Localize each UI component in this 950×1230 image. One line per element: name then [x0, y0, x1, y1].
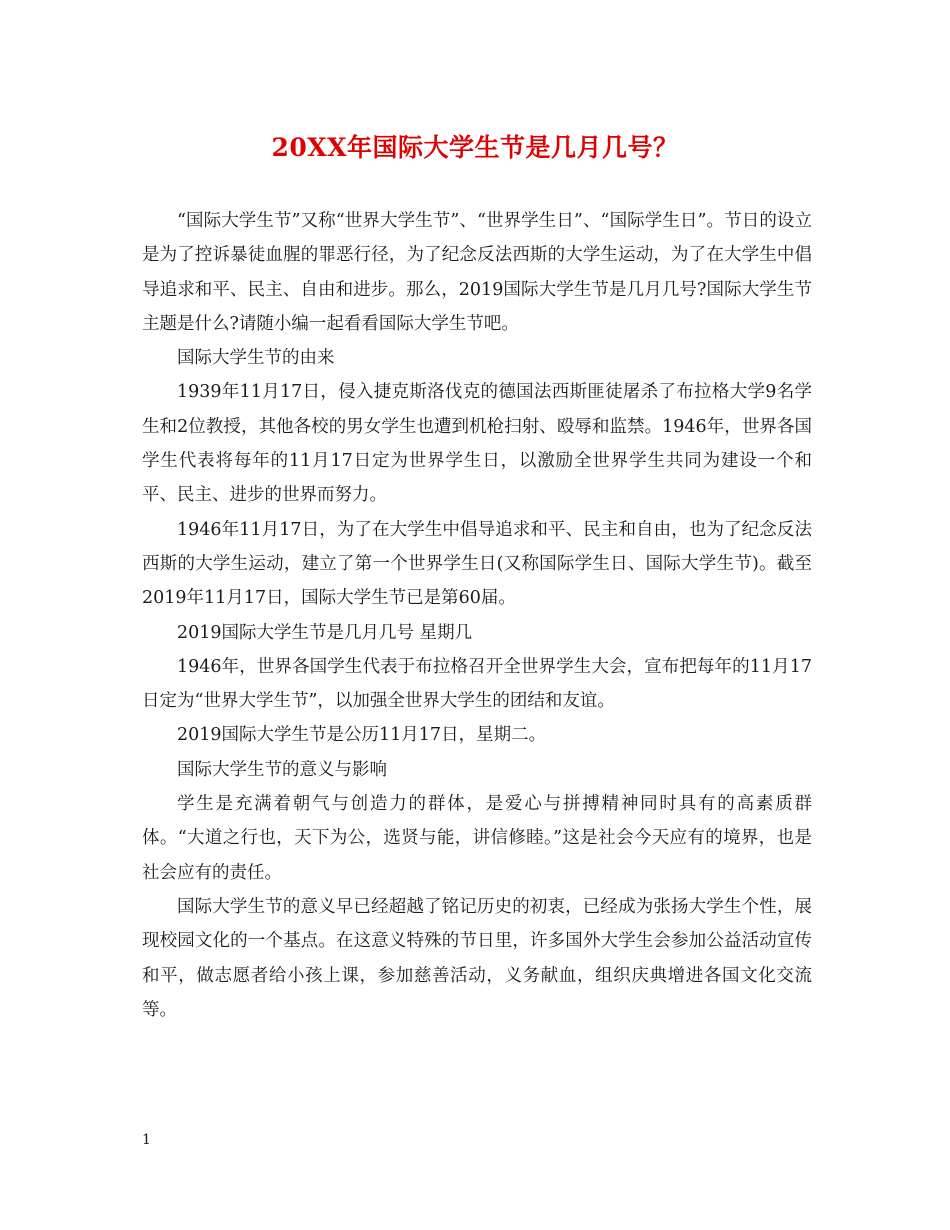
document-title: 20XX年国际大学生节是几月几号？	[271, 133, 679, 162]
section-heading-origin: 国际大学生节的由来	[177, 348, 335, 369]
paragraph-significance-activities: 国际大学生节的意义早已经超越了铭记历史的初衷，已经成为张扬大学生个性，展现校园文化的一个基点。在这意义特殊的节日里，许多国外大学生会参加公益活动宣传和平，做志愿者给小孩上课，参加慈善活动，义务献血，组织庆典增进各国文化交流等。	[142, 896, 812, 1020]
document-body	[142, 204, 812, 1027]
paragraph-significance-students: 学生是充满着朝气与创造力的群体，是爱心与拼搏精神同时具有的高素质群体。“大道之行也，天下为公，选贤与能，讲信修睦。”这是社会今天应有的境界，也是社会应有的责任。	[142, 794, 812, 883]
paragraph-origin-1946: 1946年11月17日，为了在大学生中倡导追求和平、民主和自由，也为了纪念反法西斯的大学生运动，建立了第一个世界学生日(又称国际学生日、国际大学生节)。截至2019年11月17日，国际大学生节已是第60届。	[142, 519, 812, 609]
paragraph-origin-1939: 1939年11月17日，侵入捷克斯洛伐克的德国法西斯匪徒屠杀了布拉格大学9名学生和2位教授，其他各校的男女学生也遭到机枪扫射、殴辱和监禁。1946年，世界各国学生代表将每年的11月17日定为世界学生日，以激励全世界学生共同为建设一个和平、民主、进步的世界而努力。	[142, 382, 812, 506]
page-number: 1	[142, 1132, 151, 1148]
section-heading-significance: 国际大学生节的意义与影响	[177, 759, 387, 780]
paragraph-date-2019: 2019国际大学生节是公历11月17日，星期二。	[177, 725, 547, 746]
paragraph-intro: “国际大学生节”又称“世界大学生节”、“世界学生日”、“国际学生日”。节日的设立是为了控诉暴徒血腥的罪恶行径，为了纪念反法西斯的大学生运动，为了在大学生中倡导追求和平、民主、自由和进步。那么，2019国际大学生节是几月几号?国际大学生节主题是什么?请随小编一起看看国际大学生节吧。	[142, 211, 812, 334]
section-heading-date: 2019国际大学生节是几月几号 星期几	[177, 622, 473, 643]
paragraph-date-congress: 1946年，世界各国学生代表于布拉格召开全世界学生大会，宣布把每年的11月17日定为“世界大学生节”，以加强全世界大学生的团结和友谊。	[142, 656, 812, 712]
